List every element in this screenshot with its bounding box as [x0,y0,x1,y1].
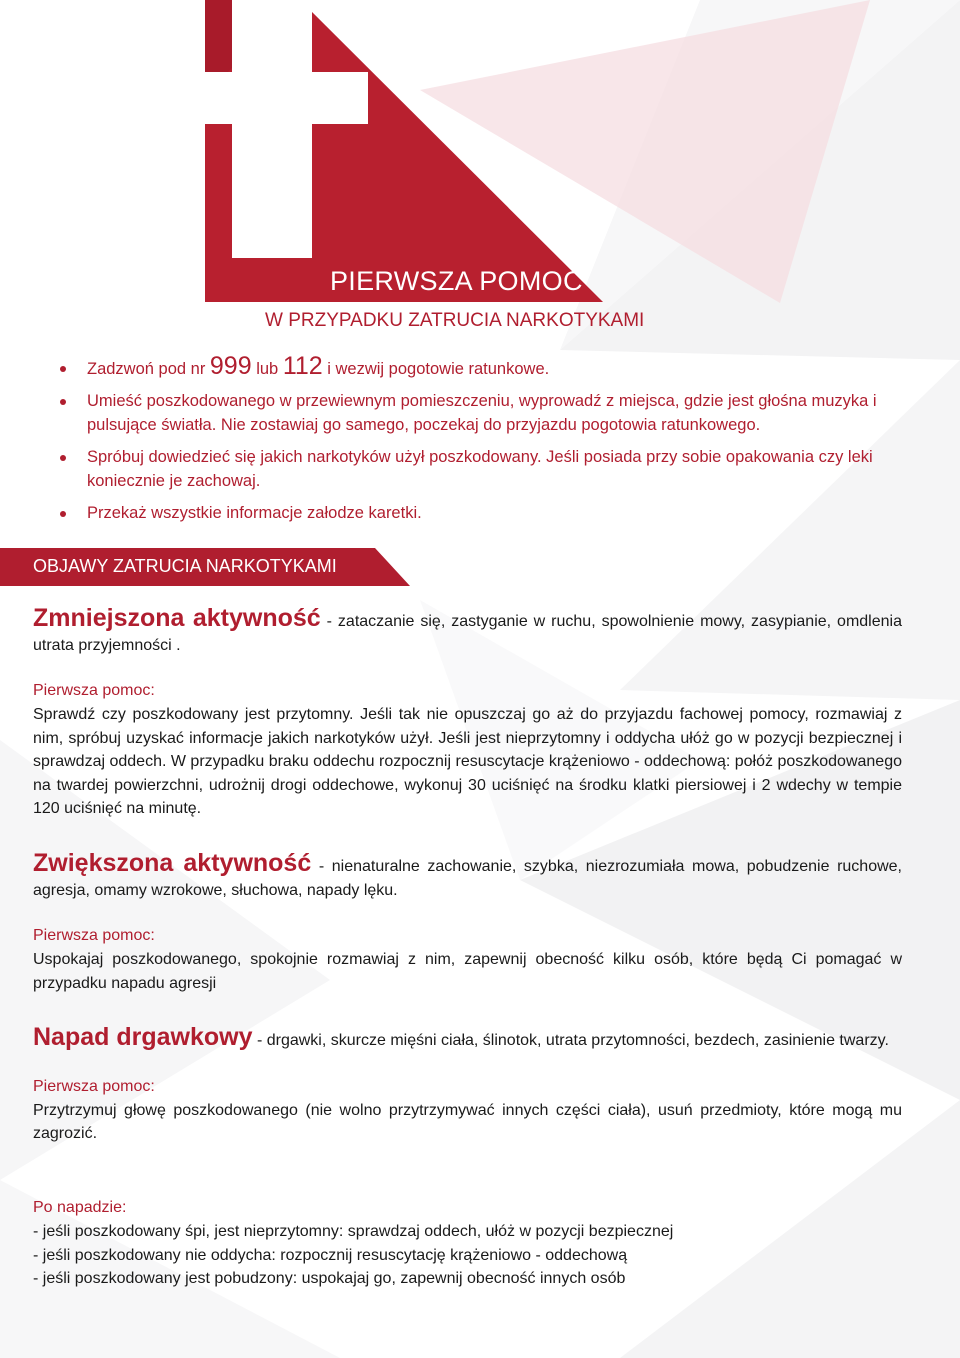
symptom-description: Napad drgawkowy - drgawki, skurcze mięśni ciała, ślinotok, utrata przytomności, bezdech, zasinienie twarzy. [33,1023,889,1051]
intro-bullet-identify-drugs: Spróbuj dowiedzieć się jakich narkotyków użył poszkodowany. Jeśli posiada przy sobie opakowania czy leki koniecznie je zachowaj. [60,445,890,493]
first-aid-text: Przytrzymuj głowę poszkodowanego (nie wolno przytrzymywać innych części ciała), usuń przedmioty, które mogą mu zagrozić. [33,1101,902,1142]
section-banner-title: OBJAWY ZATRUCIA NARKOTYKAMI [33,556,337,576]
after-seizure-section [33,1196,902,1291]
intro-bullet-ventilate: Umieść poszkodowanego w przewiewnym pomieszczeniu, wyprowadź z miejsca, gdzie jest głośna muzyka i pulsujące światła. Nie zostawiaj go samego, poczekaj do przyjazdu pogotowia ratunkowego. [60,389,890,437]
page-title: PIERWSZA POMOC [330,266,583,296]
after-seizure-line: - jeśli poszkodowany nie oddycha: rozpocznij resuscytację krążeniowo - oddechową [33,1246,628,1264]
after-seizure-label: Po napadzie: [33,1199,127,1216]
first-aid-text: Uspokajaj poszkodowanego, spokojnie rozmawiaj z nim, zapewnij obecność kilku osób, które będą Ci pomagać w przypadku napadu agresji [33,951,902,992]
emergency-number-112: 112 [282,352,323,380]
symptom-reduced-activity [33,604,902,821]
symptom-name: Zmniejszona aktywność [33,604,321,632]
symptom-name: Napad drgawkowy [33,1023,253,1051]
after-seizure-line: - jeśli poszkodowany śpi, jest nieprzytomny: sprawdzaj oddech, ułóż w pozycji bezpiecznej [33,1223,674,1240]
symptom-increased-activity [33,849,902,995]
symptom-name: Zwiększona aktywność [33,849,312,877]
first-aid-label: Pierwsza pomoc: [33,927,155,944]
first-aid-label: Pierwsza pomoc: [33,1077,155,1095]
intro-bullet-call: Zadzwoń pod nr 999 lub 112 i wezwij pogotowie ratunkowe. [60,352,890,381]
intro-bullet-inform-crew: Przekaż wszystkie informacje załodze karetki. [60,501,890,525]
first-aid-label: Pierwsza pomoc: [33,682,155,699]
symptom-seizure [33,1023,902,1146]
after-seizure-line: - jeśli poszkodowany jest pobudzony: uspokajaj go, zapewnij obecność innych osób [33,1270,626,1287]
intro-bullet-list [60,352,890,533]
symptom-description: Zwiększona aktywność - nienaturalne zachowanie, szybka, niezrozumiała mowa, pobudzenie ruchowe, agresja, omamy wzrokowe, słuchowa, napady lęku. [33,849,902,899]
page-subtitle: W PRZYPADKU ZATRUCIA NARKOTYKAMI [265,310,645,331]
symptom-description: Zmniejszona aktywność - zataczanie się, zastyganie w ruchu, spowolnienie mowy, zasypianie, omdlenia utrata przyjemności . [33,604,902,654]
first-aid-text: Sprawdź czy poszkodowany jest przytomny. Jeśli tak nie opuszczaj go aż do przyjazdu fachowej pomocy, rozmawiaj z nim, spróbuj uzyskać informacje jakich narkotyków użył. Jeśli jest nieprzytomny i oddycha ułóż go w pozycji bezpiecznej i sprawdzaj oddech. W przypadku braku oddechu rozpocznij resuscytacje krążeniowo - oddechową: połóż poszkodowanego na twardej powierzchni, udrożnij drogi oddechowe, wykonuj 30 uciśnięć na środku klatki piersiowej i 2 wdechy w tempie 120 uciśnięć na minutę. [33,706,902,817]
emergency-number-999: 999 [209,352,252,380]
